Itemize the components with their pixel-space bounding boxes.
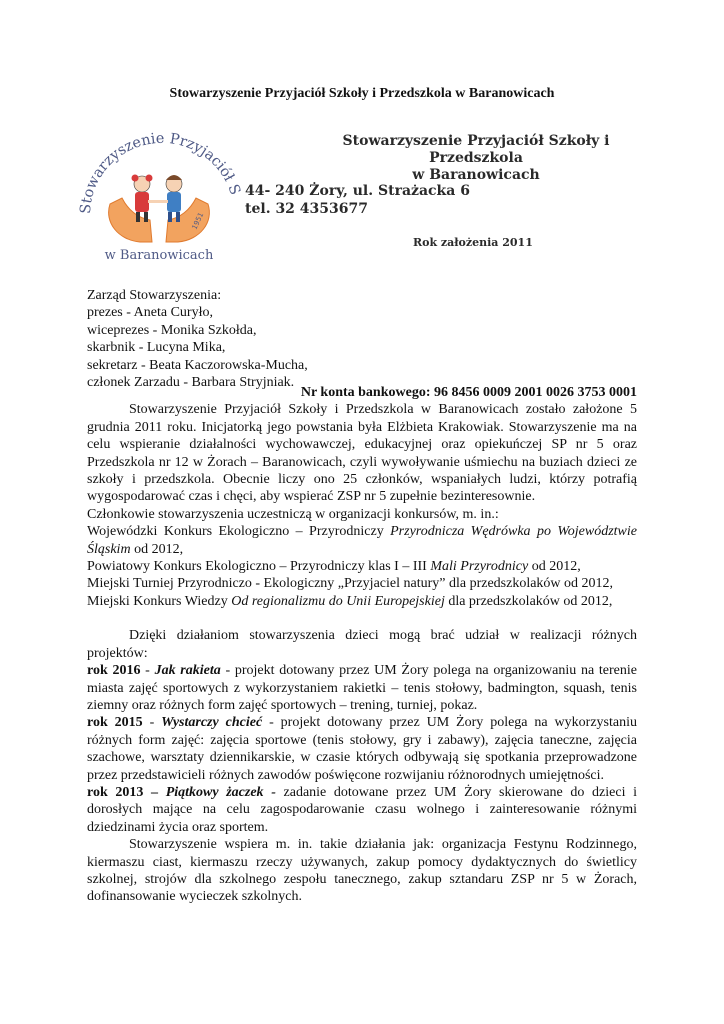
main-text: [87, 384, 637, 906]
projects-intro: Dzięki działaniom stowarzyszenia dzieci mogą brać udział w realizacji różnych projektów:: [87, 628, 637, 661]
board-member: sekretarz - Beata Kaczorowska-Mucha,: [87, 357, 308, 373]
phone-line: tel. 32 4353677: [245, 201, 368, 217]
letterhead-name: Stowarzyszenie Przyjaciół Szkoły i Przedszkola w Baranowicach: [342, 133, 610, 183]
bank-account: Nr konta bankowego: 96 8456 0009 2001 0026 3753 0001: [300, 385, 637, 400]
board-member: wiceprezes - Monika Szkołda,: [87, 322, 257, 338]
contests-intro: Członkowie stowarzyszenia uczestniczą w organizacji konkursów, m. in.:: [87, 506, 499, 522]
address-line: 44- 240 Żory, ul. Strażacka 6: [245, 183, 470, 199]
logo-year: 1951: [190, 211, 206, 231]
board-member: członek Zarzadu - Barbara Stryjniak.: [87, 375, 295, 391]
logo-arc-text: Stowarzyszenie Przyjaciół S: [77, 130, 243, 215]
association-logo: [70, 118, 248, 266]
document-title: Stowarzyszenie Przyjaciół Szkoły i Przedszkola w Baranowicach: [169, 86, 555, 101]
project-item: rok 2015 - Wystarczy chcieć - projekt dotowany przez UM Żory polega na wykorzystaniu różnych form zajęć: zajęcia sportowe (tenis stołowy, gry i zabawy), zajęcia taneczne, zajęcia szachowe, warsztaty dziennikarskie, w czasie których odbywają się spotkania przeprowadzone przez przedstawicieli różnych zawodów poświęcone rozwijaniu różnorodnych umiejętności.: [87, 715, 637, 783]
closing-paragraph: Stowarzyszenie wspiera m. in. takie działania jak: organizacja Festynu Rodzinnego, kiermaszu ciast, kiermaszu rzeczy używanych, zakup pomocy dydaktycznych do świetlicy szkolnej, strojów dla szkolnego zespołu tanecznego, zakup sztandaru ZSP nr 5 w Żorach, dofinansowanie wycieczek szkolnych.: [87, 837, 637, 905]
letterhead-address: [245, 182, 470, 218]
intro-paragraph: Stowarzyszenie Przyjaciół Szkoły i Przedszkola w Baranowicach zostało założone 5 grudnia 2011 roku. Inicjatorką jego powstania była Elżbieta Krakowiak. Stowarzyszenie ma na celu wspieranie działalności wychowawczej, edukacyjnej oraz opiekuńczej SP nr 5 oraz Przedszkola nr 12 w Żorach – Baranowicach, czyli wywoływanie uśmiechu na buziach dzieci ze szkoły i przedszkola. Obecnie liczy ono 25 członków, wspaniałych ludzi, którzy potrafią wygospodarować czas i chęci, aby wspierać ZSP nr 5 zupełnie bezinteresownie.: [87, 402, 637, 505]
contest-item: Miejski Konkurs Wiedzy Od regionalizmu do Unii Europejskiej dla przedszkolaków od 2012,: [87, 593, 613, 609]
board-section: [87, 287, 637, 391]
board-member: skarbnik - Lucyna Mika,: [87, 340, 226, 356]
children-icon: [132, 175, 183, 223]
board-heading: Zarząd Stowarzyszenia:: [87, 288, 222, 303]
founded-year: Rok założenia 2011: [413, 236, 533, 249]
contest-item: Miejski Turniej Przyrodniczo - Ekologiczny „Przyjaciel natury” dla przedszkolaków od 2012,: [87, 576, 614, 592]
board-member: prezes - Aneta Curyło,: [87, 305, 213, 321]
contest-item: Wojewódzki Konkurs Ekologiczno – Przyrodniczy Przyrodnicza Wędrówka po Województwie Śląskim od 2012,: [87, 524, 637, 557]
project-item: rok 2013 – Piątkowy żaczek - zadanie dotowane przez UM Żory skierowane do dzieci i dorosłych mające na celu zagospodarowanie czasu wolnego i zainteresowanie różnymi dziedzinami życia oraz sportem.: [87, 784, 638, 835]
project-item: rok 2016 - Jak rakieta - projekt dotowany przez UM Żory polega na organizowaniu na terenie miasta zajęć sportowych z wykorzystaniem rakietki – tenis stołowy, badmington, squash, tenis ziemny oraz różnych form zajęć sportowych – trening, turniej, pokaz.: [87, 663, 637, 713]
logo-bottom-text: w Baranowicach: [104, 248, 214, 263]
contest-item: Powiatowy Konkurs Ekologiczno – Przyrodniczy klas I – III Mali Przyrodnicy od 2012,: [87, 559, 581, 575]
